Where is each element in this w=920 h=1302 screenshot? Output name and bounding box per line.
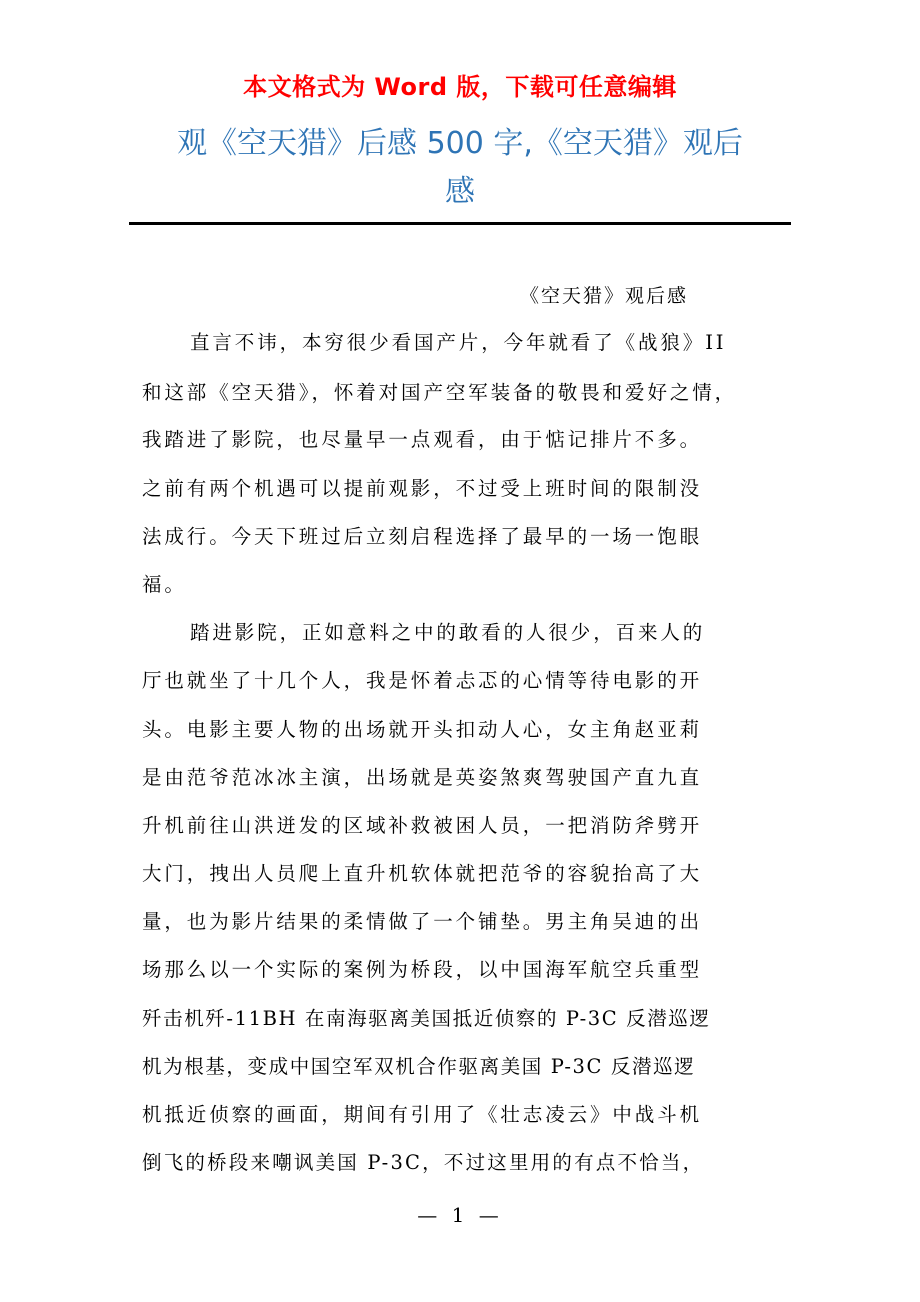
title-line-2: 感: [445, 174, 475, 209]
text-line: 之前有两个机遇可以提前观影，不过受上班时间的限制没: [142, 477, 703, 500]
text-line: 升机前往山洪迸发的区域补救被困人员，一把消防斧劈开: [142, 814, 703, 837]
text-line: 和这部《空天猎》，怀着对国产空军装备的敬畏和爱好之情，: [142, 381, 738, 404]
text-line: 场那么以一个实际的案例为桥段，以中国海军航空兵重型: [142, 958, 703, 981]
text-line: 机为根基，变成中国空军双机合作驱离美国 P-3C 反潜巡逻: [142, 1055, 696, 1078]
page-number: — 1 —: [417, 1203, 503, 1227]
text-line: 大门，拽出人员爬上直升机软体就把范爷的容貌抬高了大: [142, 862, 703, 885]
text-line: 福。: [142, 573, 187, 596]
document-title: [135, 120, 785, 216]
text-line: 是由范爷范冰冰主演，出场就是英姿煞爽驾驶国产直九直: [142, 766, 703, 789]
text-line: 直言不讳，本穷很少看国产片，今年就看了《战狼》II: [190, 331, 727, 354]
title-divider: [129, 222, 791, 225]
text-line: 法成行。今天下班过后立刻启程选择了最早的一场一饱眼: [142, 525, 703, 548]
text-line: 踏进影院，正如意料之中的敢看的人很少，百来人的: [190, 621, 706, 644]
text-line: 我踏进了影院，也尽量早一点观看，由于惦记排片不多。: [142, 428, 703, 451]
article-subtitle: 《空天猎》观后感: [520, 285, 689, 307]
text-line: 歼击机歼-11BH 在南海驱离美国抵近侦察的 P-3C 反潜巡逻: [142, 1007, 711, 1030]
title-line-1: 观《空天猎》后感 500 字,《空天猎》观后: [177, 126, 743, 161]
text-line: 量，也为影片结果的柔情做了一个铺垫。男主角吴迪的出: [142, 910, 703, 933]
text-line: 倒飞的桥段来嘲讽美国 P-3C，不过这里用的有点不恰当，: [142, 1151, 705, 1174]
text-line: 头。电影主要人物的出场就开头扣动人心，女主角赵亚莉: [142, 718, 703, 741]
text-line: 厅也就坐了十几个人，我是怀着忐忑的心情等待电影的开: [142, 669, 703, 692]
format-notice: 本文格式为 Word 版，下载可任意编辑: [243, 73, 677, 101]
text-line: 机抵近侦察的画面，期间有引用了《壮志凌云》中战斗机: [142, 1103, 703, 1126]
